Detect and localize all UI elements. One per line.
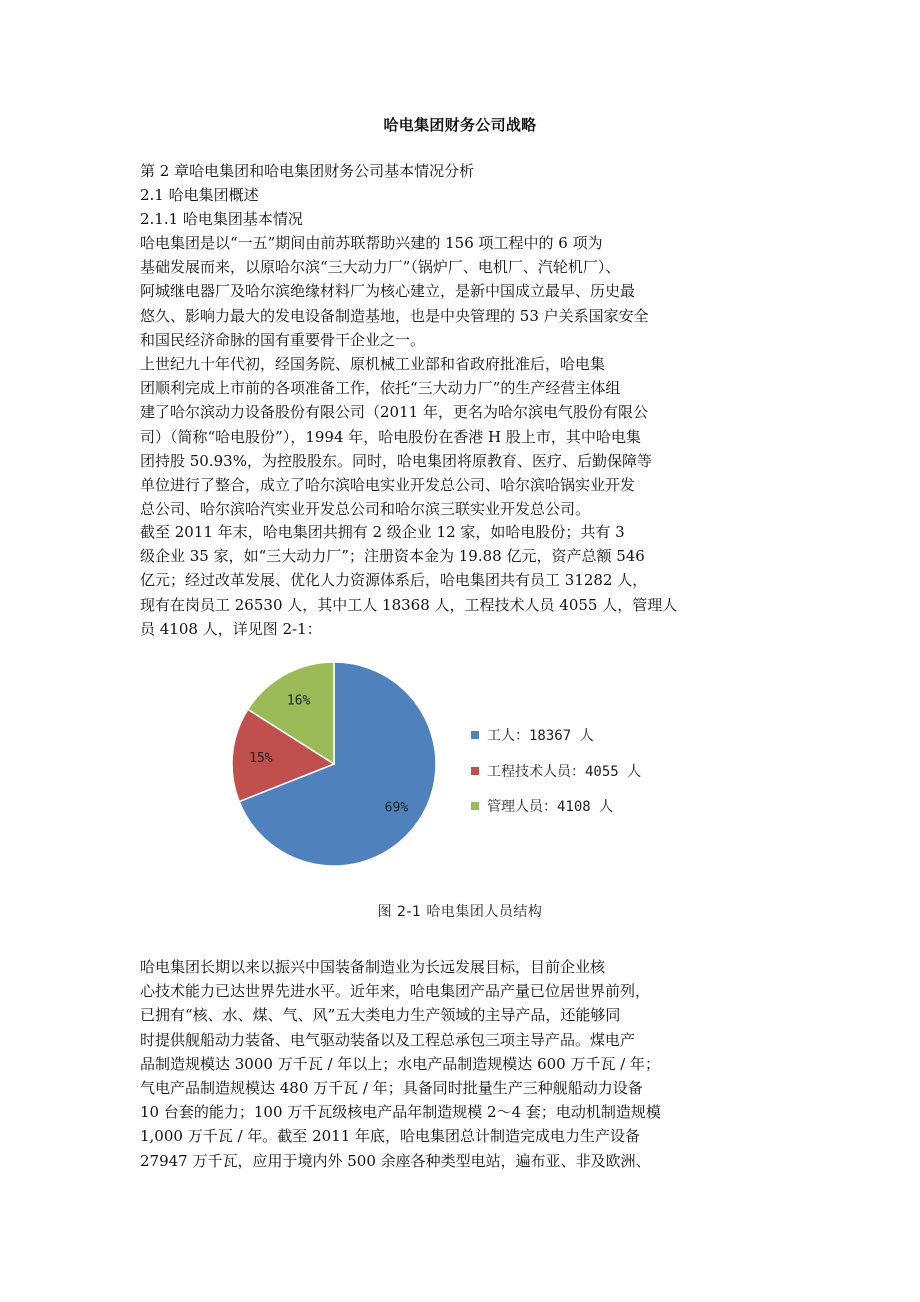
pie-label-workers: 69% <box>384 800 409 816</box>
paragraph-line: 亿元；经过改革发展、优化人力资源体系后，哈电集团共有员工 31282 人， <box>140 571 648 590</box>
pie-label-engineers: 15% <box>249 751 273 767</box>
paragraph-1 <box>140 231 800 352</box>
paragraph-line: 现有在岗员工 26530 人，其中工人 18368 人，工程技术人员 4055 人，管理人 <box>140 595 678 614</box>
paragraph-line: 时提供舰船动力装备、电气驱动装备以及工程总承包三项主导产品。煤电产 <box>140 1030 636 1049</box>
paragraph-line: 品制造规模达 3000 万千瓦 / 年以上；水电产品制造规模达 600 万千瓦 / 年； <box>140 1054 661 1073</box>
paragraph-line: 单位进行了整合，成立了哈尔滨哈电实业开发总公司、哈尔滨哈锅实业开发 <box>140 475 636 494</box>
paragraph-line: 哈电集团是以“一五”期间由前苏联帮助兴建的 156 项工程中的 6 项为 <box>140 234 603 252</box>
paragraph-line: 团持股 50.93%，为控股股东。同时，哈电集团将原教育、医疗、后勤保障等 <box>140 451 652 470</box>
legend-item-engineers <box>471 762 641 780</box>
legend-swatch <box>471 731 479 739</box>
paragraph-line: 和国民经济命脉的国有重要骨干企业之一。 <box>140 330 426 349</box>
paragraph-line: 团顺利完成上市前的各项准备工作，依托“三大动力厂”的生产经营主体组 <box>140 379 621 398</box>
chapter-heading: 第 2 章哈电集团和哈电集团财务公司基本情况分析 <box>140 162 475 180</box>
paragraph-line: 总公司、哈尔滨哈汽实业开发总公司和哈尔滨三联实业开发总公司。 <box>140 500 591 519</box>
legend-swatch <box>471 767 479 775</box>
paragraph-line: 已拥有“核、水、煤、气、风”五大类电力生产领域的主导产品，还能够同 <box>140 1006 621 1025</box>
legend-item-managers <box>471 797 613 815</box>
paragraph-line: 上世纪九十年代初，经国务院、原机械工业部和省政府批准后，哈电集 <box>140 355 606 373</box>
section-heading: 2.1 哈电集团概述 <box>140 186 259 205</box>
paragraph-line: 10 台套的能力；100 万千瓦级核电产品年制造规模 2～4 套；电动机制造规模 <box>140 1103 661 1122</box>
paragraph-line: 司）（简称“哈电股份”），1994 年，哈电股份在香港 H 股上市，其中哈电集 <box>140 427 641 446</box>
legend-swatch <box>471 802 479 810</box>
paragraph-2 <box>140 352 800 521</box>
legend-item-workers <box>471 726 594 744</box>
paragraph-line: 基础发展而来，以原哈尔滨“三大动力厂”（锅炉厂、电机厂、汽轮机厂）、 <box>140 258 621 277</box>
subsection-heading: 2.1.1 哈电集团基本情况 <box>140 210 303 229</box>
paragraph-line: 建了哈尔滨动力设备股份有限公司（2011 年，更名为哈尔滨电气股份有限公 <box>140 403 648 422</box>
paragraph-line: 27947 万千瓦，应用于境内外 500 余座各种类型电站，遍布亚、非及欧洲、 <box>140 1151 651 1170</box>
paragraph-line: 员 4108 人，详见图 2-1： <box>140 619 322 638</box>
paragraph-line: 悠久、影响力最大的发电设备制造基地，也是中央管理的 53 户关系国家安全 <box>140 306 649 325</box>
legend-label: 工人：18367 人 <box>487 728 594 744</box>
paragraph-line: 截至 2011 年末，哈电集团共拥有 2 级企业 12 家，如哈电股份；共有 3 <box>140 523 625 541</box>
paragraph-3 <box>140 520 800 641</box>
pie-label-managers: 16% <box>286 693 311 709</box>
paragraph-line: 1,000 万千瓦 / 年。截至 2011 年底，哈电集团总计制造完成电力生产设备 <box>140 1127 641 1146</box>
paragraph-line: 气电产品制造规模达 480 万千瓦 / 年；具备同时批量生产三种舰船动力设备 <box>140 1078 643 1097</box>
paragraph-line: 哈电集团长期以来以振兴中国装备制造业为长远发展目标，目前企业核 <box>140 958 606 976</box>
figure-caption: 图 2-1 哈电集团人员结构 <box>377 904 543 920</box>
paragraph-line: 心技术能力已达世界先进水平。近年来，哈电集团产品产量已位居世界前列， <box>140 982 651 1001</box>
personnel-pie-figure <box>224 655 664 873</box>
document-title: 哈电集团财务公司战略 <box>383 116 537 134</box>
legend-label: 管理人员：4108 人 <box>487 799 614 815</box>
section-headings <box>140 159 800 232</box>
paragraph-line: 阿城继电器厂及哈尔滨绝缘材料厂为核心建立，是新中国成立最早、历史最 <box>140 282 636 301</box>
paragraph-line: 级企业 35 家，如“三大动力厂”；注册资本金为 19.88 亿元，资产总额 546 <box>140 547 645 566</box>
legend-label: 工程技术人员：4055 人 <box>487 764 642 780</box>
paragraph-4 <box>140 955 800 1173</box>
